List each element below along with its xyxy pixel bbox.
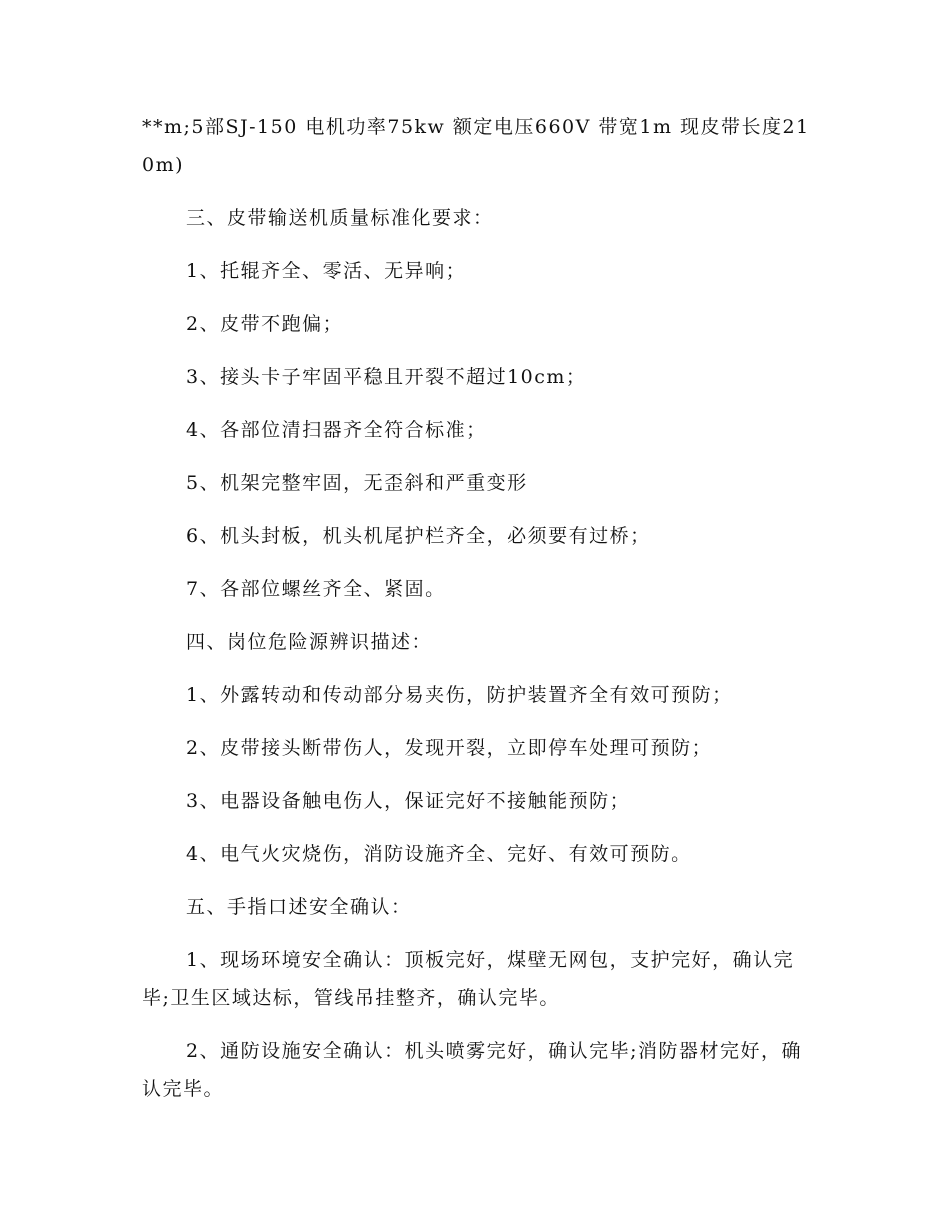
- list-item-quality-2: 2、皮带不跑偏；: [186, 313, 344, 335]
- list-item-confirmation-1: 1、现场环境安全确认：顶板完好，煤壁无网包，支护完好，确认完毕;卫生区域达标，管线吊挂整齐，确认完毕。: [142, 949, 795, 1009]
- list-item-quality-3: 3、接头卡子牢固平稳且开裂不超过10cm；: [186, 366, 587, 388]
- section-heading-hazard-identification: 四、岗位危险源辨识描述：: [186, 631, 433, 653]
- list-item-quality-1: 1、托辊齐全、零活、无异响；: [186, 260, 467, 282]
- list-item-quality-7: 7、各部位螺丝齐全、紧固。: [186, 578, 446, 600]
- section-heading-safety-confirmation: 五、手指口述安全确认：: [186, 896, 412, 918]
- list-item-confirmation-2: 2、通防设施安全确认：机头喷雾完好，确认完毕;消防器材完好，确认完毕。: [142, 1040, 802, 1100]
- list-item-hazard-3: 3、电器设备触电伤人，保证完好不接触能预防；: [186, 790, 631, 812]
- document-body: [142, 108, 812, 1108]
- list-item-quality-4: 4、各部位清扫器齐全符合标准；: [186, 419, 487, 441]
- section-heading-quality-standard: 三、皮带输送机质量标准化要求：: [186, 207, 494, 229]
- paragraph-equipment-spec: **m;5部SJ-150 电机功率75kw 额定电压660V 带宽1m 现皮带长度210m): [142, 116, 810, 176]
- list-item-quality-5: 5、机架完整牢固，无歪斜和严重变形: [186, 472, 528, 494]
- list-item-hazard-1: 1、外露转动和传动部分易夹伤，防护装置齐全有效可预防；: [186, 684, 733, 706]
- list-item-hazard-4: 4、电气火灾烧伤，消防设施齐全、完好、有效可预防。: [186, 843, 692, 865]
- list-item-hazard-2: 2、皮带接头断带伤人，发现开裂，立即停车处理可预防；: [186, 737, 713, 759]
- list-item-quality-6: 6、机头封板，机头机尾护栏齐全，必须要有过桥；: [186, 525, 651, 547]
